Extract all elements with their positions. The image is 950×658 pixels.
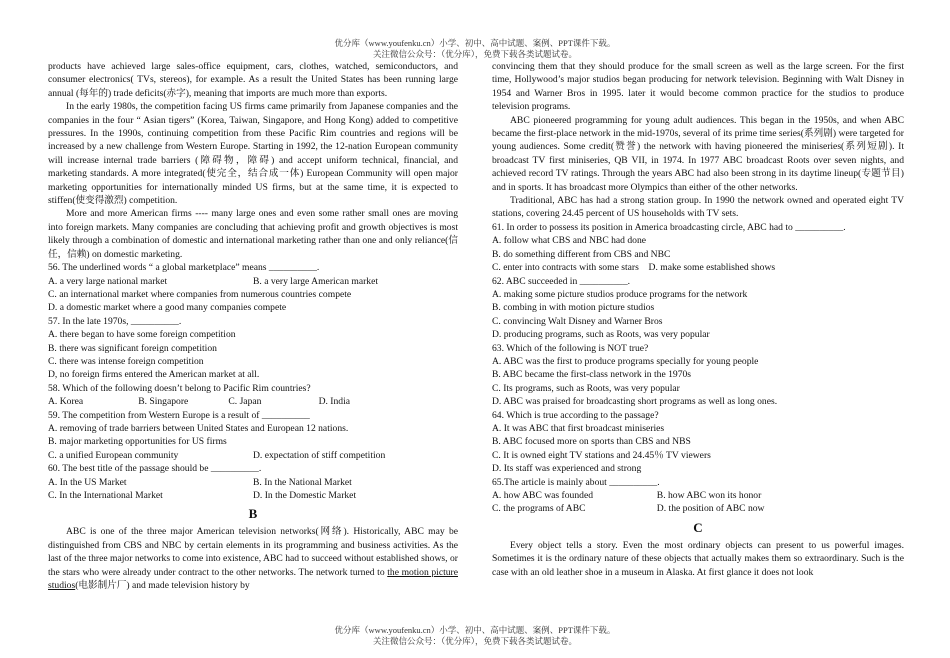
option-63c: C. Its programs, such as Roots, was very popular — [492, 382, 680, 394]
question-58: 58. Which of the following doesn’t belong to Pacific Rim countries? — [48, 382, 311, 394]
question-56: 56. The underlined words “ a global marketplace” means __________. — [48, 262, 320, 274]
passage-b-paragraph: Traditional, ABC has had a strong station group. In 1990 the network owned and operated eight TV stations, covering 24.45 percent of US households with TV sets. — [492, 195, 904, 220]
question-65-options-row-2 — [492, 502, 904, 515]
option-57b: B. there was significant foreign competition — [48, 342, 217, 354]
option-61d: D. make some established shows — [648, 262, 776, 274]
option-59a: A. removing of trade barriers between United States and European 12 nations. — [48, 422, 349, 434]
option-58b: B. Singapore — [138, 396, 189, 408]
question-62: 62. ABC succeeded in __________. — [492, 275, 631, 287]
passage-b-text: ABC is one of the three major American television networks(网络). Historically, ABC may be distinguished from CBS and NBC by certain elements in its programming and business activities. As the last of the three major networks to come into existence, ABC had to succeed without established shows, or the stars who were already under contract to the other networks. The network turned to — [48, 526, 458, 578]
option-56a: A. a very large national market — [48, 275, 168, 287]
option-60c: C. In the International Market — [48, 490, 163, 501]
option-58d: D. India — [318, 396, 350, 408]
option-65b: B. how ABC won its honor — [656, 490, 762, 501]
footer-line-2: 关注微信公众号：（优分库），免费下载各类试题试卷。 — [372, 636, 577, 646]
option-59c: C. a unified European community — [48, 449, 179, 461]
option-64a: A. It was ABC that first broadcast miniseries — [492, 422, 665, 434]
question-60-options-row-1 — [48, 476, 458, 489]
option-60d: D. In the Domestic Market — [253, 490, 357, 501]
option-57c: C. there was intense foreign competition — [48, 355, 204, 367]
left-column — [48, 60, 458, 592]
underlined-phrase: the motion picture studios — [48, 566, 458, 592]
question-59: 59. The competition from Western Europe is a result of __________ — [48, 409, 310, 421]
option-61c: C. enter into contracts with some stars — [492, 262, 639, 274]
right-column — [492, 60, 904, 579]
option-56b: B. a very large American market — [253, 275, 379, 287]
question-64: 64. Which is true according to the passage? — [492, 409, 659, 421]
option-60b: B. In the National Market — [253, 476, 352, 488]
option-65d: D. the position of ABC now — [656, 503, 765, 515]
option-62b: B. combing in with motion picture studios — [492, 302, 655, 314]
option-64b: B. ABC focused more on sports than CBS and NBS — [492, 436, 691, 448]
question-61-options-row — [492, 261, 904, 274]
section-c-heading: C — [693, 519, 703, 535]
option-65c: C. the programs of ABC — [492, 503, 586, 515]
footer-line-1: 优分库（www.youfenku.cn）小学、初中、高中试题、案例、PPT课件下载。 — [334, 625, 616, 635]
option-61b: B. do something different from CBS and NBC — [492, 248, 671, 260]
option-63a: A. ABC was the first to produce programs specially for young people — [492, 355, 759, 367]
question-56-options-row — [48, 275, 458, 288]
header-line-2: 关注微信公众号：（优分库），免费下载各类试题试卷。 — [372, 49, 577, 59]
passage-b-paragraph: ABC pioneered programming for young adult audiences. This began in the 1950s, and when ABC became the first-place network in the mid-1970s, several of its prime time series(系列剧) were targeted for young audiences. Some credit(赞誉) the network with having pioneered the miniseries(系列短剧). It broadcast TV first miniseries, QB VII, in 1974. In 1977 ABC broadcast Roots over seven nights, and achieved record TV ratings. Through the years ABC had also been strong in its daytime lineup(专题节目) and in sports. It has broadcast more Olympics than either of the other networks. — [492, 114, 904, 193]
passage-a-paragraph: More and more American firms ---- many large ones and even some rather small ones are moving into foreign markets. Many companies are concluding that achieving profit and growth objectives is most likely through a combination of domestic and international marketing rather than one and only reliance(信任，信赖) on domestic marketing. — [48, 208, 458, 260]
option-56c: C. an international market where companies from numerous countries compete — [48, 288, 352, 300]
passage-b-paragraph — [48, 525, 458, 592]
section-b-heading: B — [248, 506, 258, 522]
question-60-options-row-2 — [48, 489, 458, 502]
passage-b-text: (电影制片厂) and made television history by — [75, 580, 250, 592]
option-62d: D. producing programs, such as Roots, was very popular — [492, 329, 710, 341]
passage-a-paragraph: products have achieved large sales-office equipment, cars, clothes, watched, semiconductors, and consumer electronics( TVs, stereos), for example. As a result the United States has been running large annual (每年的) trade deficits(赤字), meaning that imports are much more than exports. — [48, 61, 458, 99]
option-59b: B. major marketing opportunities for US firms — [48, 436, 227, 448]
option-62a: A. making some picture studios produce programs for the network — [492, 288, 748, 300]
option-64c: C. It is owned eight TV stations and 24.45％ TV viewers — [492, 449, 711, 461]
question-58-options-row — [48, 395, 458, 408]
question-57: 57. In the late 1970s, __________. — [48, 315, 182, 327]
option-57d: D, no foreign firms entered the American market at all. — [48, 369, 260, 381]
option-63b: B. ABC became the first-class network in the 1970s — [492, 369, 692, 381]
option-61a: A. follow what CBS and NBC had done — [492, 235, 647, 247]
passage-a-paragraph: In the early 1980s, the competition facing US firms came primarily from Japanese companies and the companies in the four “ Asian tigers” (Korea, Taiwan, Singapore, and Hong Kong) added to competitive pressures. In the 1990s, continuing competition from these Pacific Rim countries and regions will be increased by a new challenge from Western Europe. Starting in 1992, the 12-nation European community will increase internal trade barriers (障碍物，障碍) and accept uniform technical, financial, and marketing standards. A more integrated(使完全，结合成一体) European Community will open major marketing opportunities for internationally minded US firms, but at the same time, it is expected to stiffen(使变得激烈) competition. — [48, 101, 458, 207]
passage-c-paragraph: Every object tells a story. Even the most ordinary objects can present to us powerful images. Sometimes it is the ordinary nature of these objects that actually makes them so extraordinary. Such is the case with an old leather shoe in a museum in Alaska. At first glance it does not look — [492, 539, 904, 578]
option-56d: D. a domestic market where a good many companies compete — [48, 302, 287, 314]
question-61: 61. In order to possess its position in America broadcasting circle, ABC had to __________. — [492, 221, 846, 233]
option-57a: A. there began to have some foreign competition — [48, 329, 236, 341]
question-65: 65.The article is mainly about __________. — [492, 476, 660, 488]
question-59-options-row — [48, 449, 458, 462]
option-59d: D. expectation of stiff competition — [253, 449, 386, 461]
option-58a: A. Korea — [48, 396, 84, 408]
page-header — [0, 38, 950, 60]
question-65-options-row-1 — [492, 489, 904, 502]
option-58c: C. Japan — [228, 396, 262, 408]
page-footer — [0, 625, 950, 647]
question-63: 63. Which of the following is NOT true? — [492, 342, 649, 354]
question-60: 60. The best title of the passage should be __________. — [48, 463, 262, 475]
header-line-1: 优分库（www.youfenku.cn）小学、初中、高中试题、案例、PPT课件下载。 — [334, 38, 616, 48]
option-65a: A. how ABC was founded — [492, 490, 593, 501]
option-60a: A. In the US Market — [48, 476, 127, 488]
option-62c: C. convincing Walt Disney and Warner Bros — [492, 315, 663, 327]
passage-b-paragraph: convincing them that they should produce for the small screen as well as the large screen. For the first time, Hollywood’s major studios began producing for network television. Beginning with Walt Disney in 1954 and Warner Bros in 1995. later it would become common practice for the studios to produce television programs. — [492, 61, 904, 113]
option-64d: D. Its staff was experienced and strong — [492, 463, 642, 475]
option-63d: D. ABC was praised for broadcasting short programs as well as long ones. — [492, 396, 778, 408]
